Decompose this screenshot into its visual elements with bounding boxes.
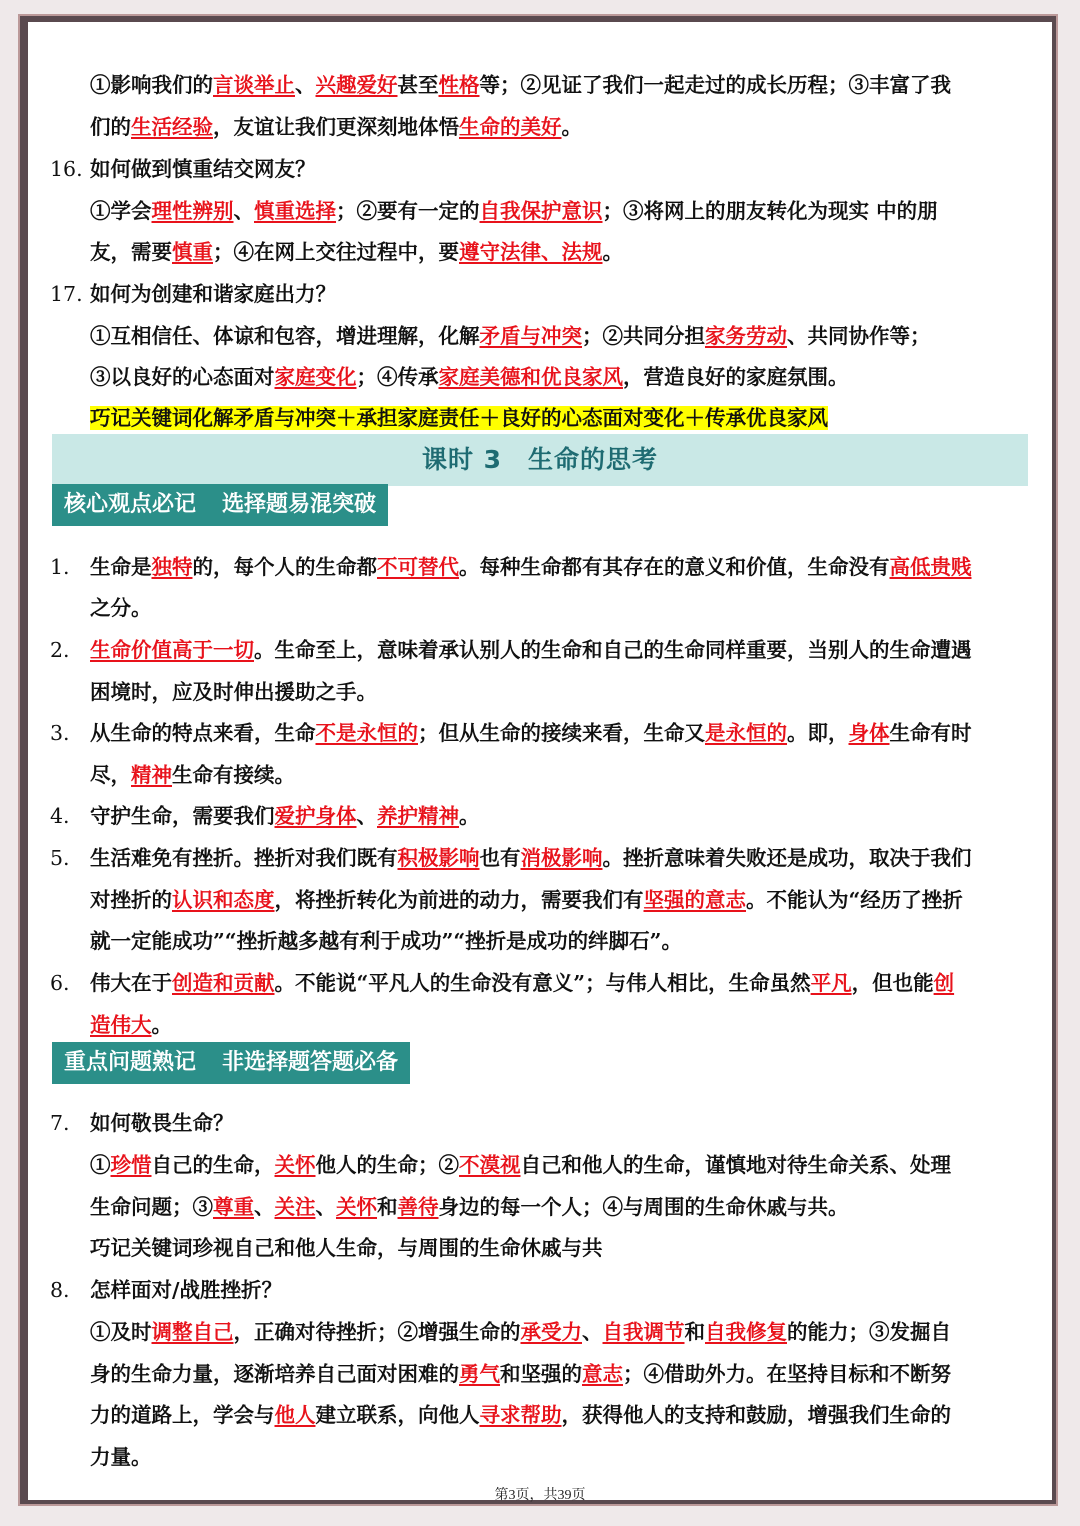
body-text: ③以良好的心态面对 xyxy=(90,365,275,389)
key-term: 积极影响 xyxy=(397,846,480,870)
body-text: 们的 xyxy=(90,115,131,139)
body-text: ；④传承 xyxy=(356,365,439,389)
section-header-core xyxy=(52,484,388,526)
point-3-line-2 xyxy=(90,760,295,790)
body-text: 就一定能成功”“挫折越多越有利于成功”“挫折是成功的绊脚石”。 xyxy=(90,929,682,953)
body-text: 自己和他人的生命，谨慎地对待生命关系、处理 xyxy=(520,1153,951,1177)
section-key-left: 重点问题熟记 xyxy=(64,1050,197,1075)
q8-title xyxy=(50,1275,282,1305)
point-5-number: 5. xyxy=(50,846,70,870)
point-5-line-3 xyxy=(90,926,682,956)
body-text: ；②共同分担 xyxy=(582,324,705,348)
body-text: 身的生命力量，逐渐培养自己面对困难的 xyxy=(90,1362,459,1386)
key-term: 平凡 xyxy=(810,971,852,995)
q8-line-3 xyxy=(90,1400,951,1430)
q7-tip: 巧记关键词珍视自己和他人生命，与周围的生命休戚与共 xyxy=(90,1236,603,1260)
body-text: 伟大在于 xyxy=(90,971,172,995)
body-text: 和 xyxy=(377,1195,398,1219)
body-text: 和坚强的 xyxy=(500,1362,582,1386)
body-text: 他人的生命；② xyxy=(315,1153,459,1177)
q16-title-text: 如何做到慎重结交网友？ xyxy=(90,157,316,181)
point-5-text-1 xyxy=(90,846,972,870)
q8-number: 8. xyxy=(50,1278,70,1302)
body-text: 、共同协作等； xyxy=(787,324,931,348)
body-text: 等；②见证了我们一起走过的成长历程；③丰富了我 xyxy=(479,73,951,97)
point-5-line-1 xyxy=(50,843,972,873)
key-term: 意志 xyxy=(582,1362,623,1386)
key-term: 自我调节 xyxy=(602,1320,685,1344)
body-text: 、 xyxy=(295,73,316,97)
q16-number: 16. xyxy=(50,157,83,181)
q16-title xyxy=(50,154,316,184)
key-term: 不漠视 xyxy=(459,1153,521,1177)
point-1-line-2 xyxy=(90,593,152,623)
key-term: 消极影响 xyxy=(520,846,603,870)
q17-tip xyxy=(90,403,828,433)
body-text: 。不能说“平凡人的生命没有意义”；与伟人相比，生命虽然 xyxy=(274,971,811,995)
point-5-line-2 xyxy=(90,885,963,915)
point-1-text-1 xyxy=(90,555,972,579)
q8-line-2 xyxy=(90,1359,951,1389)
key-term: 爱护身体 xyxy=(274,804,357,828)
body-text: 生命有接续。 xyxy=(172,763,295,787)
key-term: 关怀 xyxy=(336,1195,377,1219)
key-term: 珍惜 xyxy=(110,1153,152,1177)
key-term: 造伟大 xyxy=(90,1013,152,1037)
body-text: ；③将网上的朋友转化为现实 中的朋 xyxy=(602,199,938,223)
body-text: 生命有时 xyxy=(889,721,972,745)
key-term: 家务劳动 xyxy=(705,324,787,348)
body-text: 。生命至上，意味着承认别人的生命和自己的生命同样重要，当别人的生命遭遇 xyxy=(254,638,972,662)
body-text: ，正确对待挫折；②增强生命的 xyxy=(233,1320,521,1344)
q7-title-text: 如何敬畏生命？ xyxy=(90,1111,234,1135)
body-text: 甚至 xyxy=(397,73,439,97)
body-text: ；但从生命的接续来看，生命又 xyxy=(418,721,705,745)
point-3-text-1 xyxy=(90,721,972,745)
key-term: 慎重选择 xyxy=(254,199,336,223)
key-term: 性格 xyxy=(438,73,480,97)
body-text: 。即， xyxy=(787,721,849,745)
key-term: 关怀 xyxy=(274,1153,316,1177)
body-text: 对挫折的 xyxy=(90,888,172,912)
point-4-number: 4. xyxy=(50,804,70,828)
key-term: 家庭美德和优良家风 xyxy=(438,365,623,389)
point-4-text-1 xyxy=(90,804,480,828)
body-text: ①学会 xyxy=(90,199,152,223)
key-term: 调整自己 xyxy=(151,1320,234,1344)
body-text: 、 xyxy=(582,1320,603,1344)
body-text: 生命是 xyxy=(90,555,152,579)
body-text: 。不能认为“经历了挫折 xyxy=(746,888,963,912)
lesson-title: 课时 3 生命的思考 xyxy=(52,434,1028,486)
key-term: 关注 xyxy=(274,1195,316,1219)
body-text: 的能力；③发掘自 xyxy=(787,1320,951,1344)
key-term: 是永恒的 xyxy=(705,721,787,745)
key-term: 高低贵贱 xyxy=(889,555,972,579)
q17-line-2 xyxy=(90,362,849,392)
body-text: 守护生命，需要我们 xyxy=(90,804,275,828)
key-term: 家庭变化 xyxy=(274,365,357,389)
q17-tip-text: 巧记关键词化解矛盾与冲突＋承担家庭责任＋良好的心态面对变化＋传承优良家风 xyxy=(90,406,828,430)
body-text: 、 xyxy=(233,199,254,223)
document-page xyxy=(28,22,1052,1500)
body-text: ，获得他人的支持和鼓励，增强我们生命的 xyxy=(561,1403,951,1427)
page-number: 第3页，共39页 xyxy=(494,1488,586,1503)
point-6-line-2 xyxy=(90,1010,172,1040)
q17-title-text: 如何为创建和谐家庭出力？ xyxy=(90,282,336,306)
body-text: ，营造良好的家庭氛围。 xyxy=(623,365,849,389)
body-text: ，但也能 xyxy=(851,971,934,995)
body-text: 生命问题；③ xyxy=(90,1195,213,1219)
body-text: 也有 xyxy=(479,846,521,870)
body-text: 、 xyxy=(315,1195,336,1219)
q7-number: 7. xyxy=(50,1111,70,1135)
key-term: 兴趣爱好 xyxy=(315,73,398,97)
body-text: ；④借助外力。在坚持目标和不断努 xyxy=(623,1362,951,1386)
body-text: ，将挫折转化为前进的动力，需要我们有 xyxy=(274,888,644,912)
q16-line-2 xyxy=(90,237,623,267)
body-text: 生活难免有挫折。挫折对我们既有 xyxy=(90,846,398,870)
point-4-line-1 xyxy=(50,801,480,831)
key-term: 生命的美好 xyxy=(459,115,562,139)
point-1-line-1 xyxy=(50,552,972,582)
body-text: 。 xyxy=(459,804,480,828)
point-6-text-1 xyxy=(90,971,954,995)
key-term: 生命价值高于一切 xyxy=(90,638,254,662)
body-text: 。挫折意味着失败还是成功，取决于我们 xyxy=(602,846,972,870)
key-term: 言谈举止 xyxy=(213,73,295,97)
key-term: 独特 xyxy=(151,555,193,579)
q17-title xyxy=(50,279,336,309)
body-text: 的，每个人的生命都 xyxy=(192,555,377,579)
body-text: ，友谊让我们更深刻地体悟 xyxy=(213,115,459,139)
top-line-1 xyxy=(90,70,951,100)
body-text: 困境时，应及时伸出援助之手。 xyxy=(90,680,377,704)
key-term: 他人 xyxy=(274,1403,316,1427)
body-text: ①影响我们的 xyxy=(90,73,213,97)
q7-line-2 xyxy=(90,1192,849,1222)
key-term: 身体 xyxy=(848,721,890,745)
q8-title-text: 怎样面对/战胜挫折？ xyxy=(90,1278,282,1302)
body-text: ；④在网上交往过程中，要 xyxy=(213,240,459,264)
body-text: 从生命的特点来看，生命 xyxy=(90,721,316,745)
key-term: 善待 xyxy=(397,1195,439,1219)
key-term: 勇气 xyxy=(459,1362,500,1386)
body-text: 力的道路上，学会与 xyxy=(90,1403,275,1427)
point-6-number: 6. xyxy=(50,971,70,995)
q7-line-1 xyxy=(90,1150,951,1180)
q8-line-4 xyxy=(90,1442,152,1472)
key-term: 寻求帮助 xyxy=(479,1403,562,1427)
key-term: 创 xyxy=(933,971,955,995)
key-term: 不是永恒的 xyxy=(315,721,418,745)
q16-line-1 xyxy=(90,196,938,226)
body-text: 建立联系，向他人 xyxy=(315,1403,480,1427)
body-text: 、 xyxy=(254,1195,275,1219)
body-text: ①及时 xyxy=(90,1320,152,1344)
body-text: ① xyxy=(90,1153,111,1177)
q17-line-1 xyxy=(90,321,931,351)
q8-line-1 xyxy=(90,1317,951,1347)
point-6-line-1 xyxy=(50,968,954,998)
body-text: 。 xyxy=(151,1013,172,1037)
key-term: 生活经验 xyxy=(131,115,213,139)
body-text: 、 xyxy=(356,804,377,828)
key-term: 遵守法律、法规 xyxy=(459,240,603,264)
body-text: 和 xyxy=(684,1320,705,1344)
point-1-number: 1. xyxy=(50,555,70,579)
key-term: 不可替代 xyxy=(377,555,459,579)
point-2-text-1 xyxy=(90,638,972,662)
body-text: 自己的生命， xyxy=(151,1153,275,1177)
key-term: 自我保护意识 xyxy=(479,199,603,223)
section-core-right: 选择题易混突破 xyxy=(222,492,377,517)
body-text: 。每种生命都有其存在的意义和价值，生命没有 xyxy=(459,555,890,579)
point-2-line-2 xyxy=(90,677,377,707)
point-3-line-1 xyxy=(50,718,972,748)
section-header-key xyxy=(52,1042,410,1084)
body-text: 之分。 xyxy=(90,596,152,620)
key-term: 自我修复 xyxy=(705,1320,787,1344)
body-text: 友，需要 xyxy=(90,240,172,264)
body-text: 。 xyxy=(602,240,623,264)
key-term: 创造和贡献 xyxy=(172,971,275,995)
point-3-number: 3. xyxy=(50,721,70,745)
body-text: 。 xyxy=(561,115,582,139)
body-text: 身边的每一个人；④与周围的生命休戚与共。 xyxy=(438,1195,849,1219)
section-core-left: 核心观点必记 xyxy=(64,492,197,517)
section-key-right: 非选择题答题必备 xyxy=(222,1050,399,1075)
key-term: 认识和态度 xyxy=(172,888,275,912)
q17-number: 17. xyxy=(50,282,83,306)
point-2-line-1 xyxy=(50,635,972,665)
body-text: ①互相信任、体谅和包容，增进理解，化解 xyxy=(90,324,480,348)
key-term: 矛盾与冲突 xyxy=(479,324,582,348)
key-term: 承受力 xyxy=(520,1320,582,1344)
key-term: 尊重 xyxy=(213,1195,254,1219)
key-term: 理性辨别 xyxy=(151,199,234,223)
key-term: 慎重 xyxy=(172,240,213,264)
key-term: 精神 xyxy=(131,763,172,787)
body-text: 力量。 xyxy=(90,1445,152,1469)
q7-title xyxy=(50,1108,234,1138)
key-term: 养护精神 xyxy=(377,804,459,828)
top-line-2 xyxy=(90,112,582,142)
key-term: 坚强的意志 xyxy=(643,888,746,912)
body-text: 尽， xyxy=(90,763,131,787)
body-text: ；②要有一定的 xyxy=(336,199,480,223)
point-2-number: 2. xyxy=(50,638,70,662)
